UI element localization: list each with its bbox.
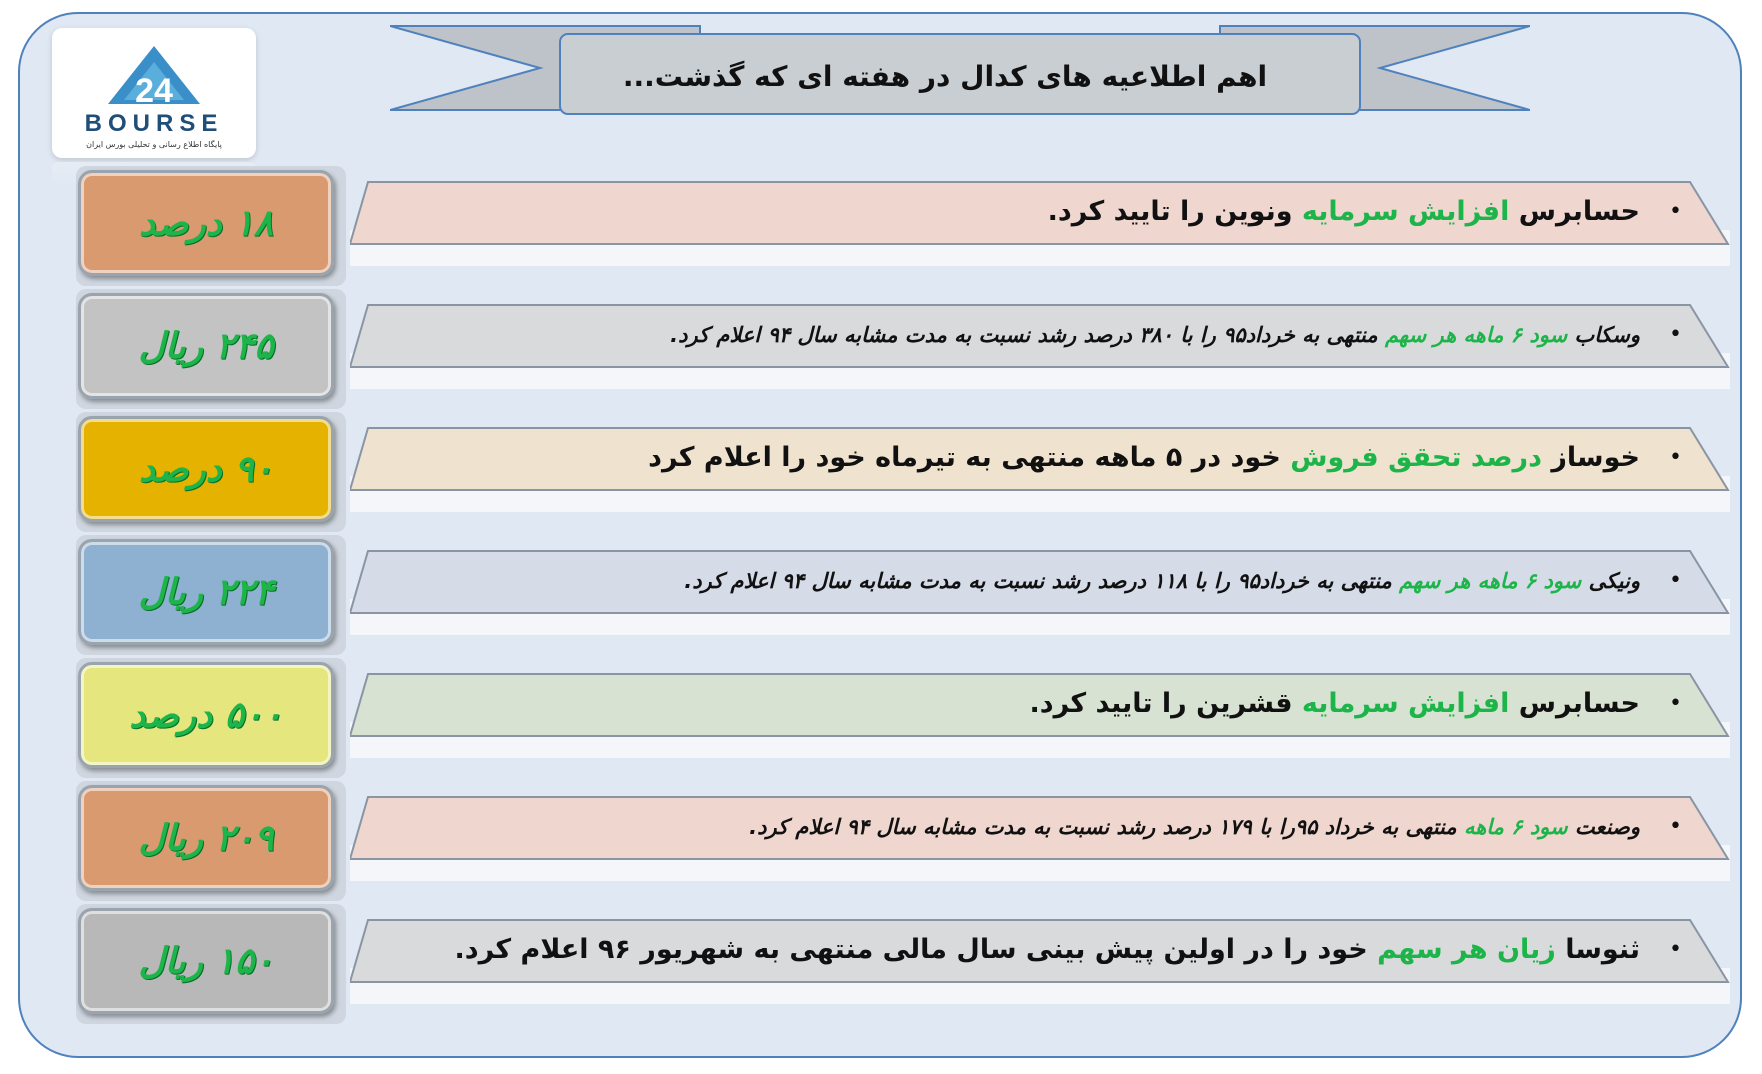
value-badge	[78, 662, 334, 768]
bourse24-logo	[52, 28, 256, 158]
text-segment: منتهی به خرداد ۹۵را با ۱۷۹ درصد رشد نسبت به مدت مشابه سال ۹۴ اعلام کرد.	[749, 815, 1464, 839]
badge-value: ۵۰۰ درصد	[129, 694, 283, 736]
text-segment: ونیکی	[1581, 569, 1640, 593]
announcement-text	[1048, 188, 1640, 236]
text-segment: خود را در اولین پیش بینی سال مالی منتهی به شهریور ۹۶ اعلام کرد.	[454, 934, 1378, 965]
bullet-icon: •	[1669, 814, 1682, 839]
highlight-phrase: سود ۶ ماهه هر سهم	[1384, 323, 1568, 347]
highlight-phrase: افزایش سرمایه	[1301, 688, 1510, 719]
bullet-icon: •	[1669, 445, 1682, 470]
bullet-icon: •	[1669, 322, 1682, 347]
badge-value: ۱۸ درصد	[138, 202, 274, 244]
text-segment: وسکاب	[1567, 323, 1640, 347]
text-segment: منتهی به خرداد۹۵ را با ۱۱۸ درصد رشد نسبت به مدت مشابه سال ۹۴ اعلام کرد.	[684, 569, 1400, 593]
logo-number: 24	[135, 72, 173, 110]
highlight-phrase: درصد تحقق فروش	[1290, 442, 1542, 473]
highlight-phrase: سود ۶ ماهه	[1463, 815, 1568, 839]
badge-value: ۲۰۹ ریال	[138, 817, 274, 859]
announcement-text	[648, 434, 1640, 482]
announcement-text	[1029, 680, 1640, 728]
value-badge	[78, 908, 334, 1014]
text-segment: منتهی به خرداد۹۵ را با ۳۸۰ درصد رشد نسبت به مدت مشابه سال ۹۴ اعلام کرد.	[670, 323, 1385, 347]
badge-value: ۱۵۰ ریال	[138, 940, 274, 982]
value-badge	[78, 293, 334, 399]
logo-subtitle: پایگاه اطلاع رسانی و تحلیلی بورس ایران	[86, 140, 222, 149]
value-badge	[78, 785, 334, 891]
text-segment: خوساز	[1541, 442, 1640, 473]
highlight-phrase: سود ۶ ماهه هر سهم	[1399, 569, 1582, 593]
text-segment: حسابرس	[1509, 688, 1640, 719]
bullet-icon: •	[1669, 199, 1682, 224]
page-title: اهم اطلاعیه های کدال در هفته ای که گذشت...	[622, 60, 1268, 93]
badge-value: ۲۲۴ ریال	[138, 571, 274, 613]
text-segment: وصنعت	[1567, 815, 1640, 839]
value-badge	[78, 170, 334, 276]
badge-value: ۲۴۵ ریال	[138, 325, 274, 367]
text-segment: ثنوسا	[1555, 934, 1640, 965]
announcement-text	[684, 557, 1640, 605]
announcement-text	[455, 926, 1640, 974]
bullet-icon: •	[1669, 568, 1682, 593]
text-segment: ونوین را تایید کرد.	[1047, 196, 1302, 227]
badge-value: ۹۰ درصد	[138, 448, 274, 490]
text-segment: قشرین را تایید کرد.	[1029, 688, 1302, 719]
text-segment: حسابرس	[1509, 196, 1640, 227]
bullet-icon: •	[1669, 937, 1682, 962]
announcement-text	[670, 311, 1640, 359]
highlight-phrase: افزایش سرمایه	[1301, 196, 1510, 227]
logo-word: BOURSE	[84, 110, 224, 137]
text-segment: خود در ۵ ماهه منتهی به تیرماه خود را اعلام کرد	[648, 442, 1291, 473]
value-badge	[78, 416, 334, 522]
bullet-icon: •	[1669, 691, 1682, 716]
announcement-text	[749, 803, 1640, 851]
highlight-phrase: زیان هر سهم	[1377, 934, 1556, 965]
value-badge	[78, 539, 334, 645]
